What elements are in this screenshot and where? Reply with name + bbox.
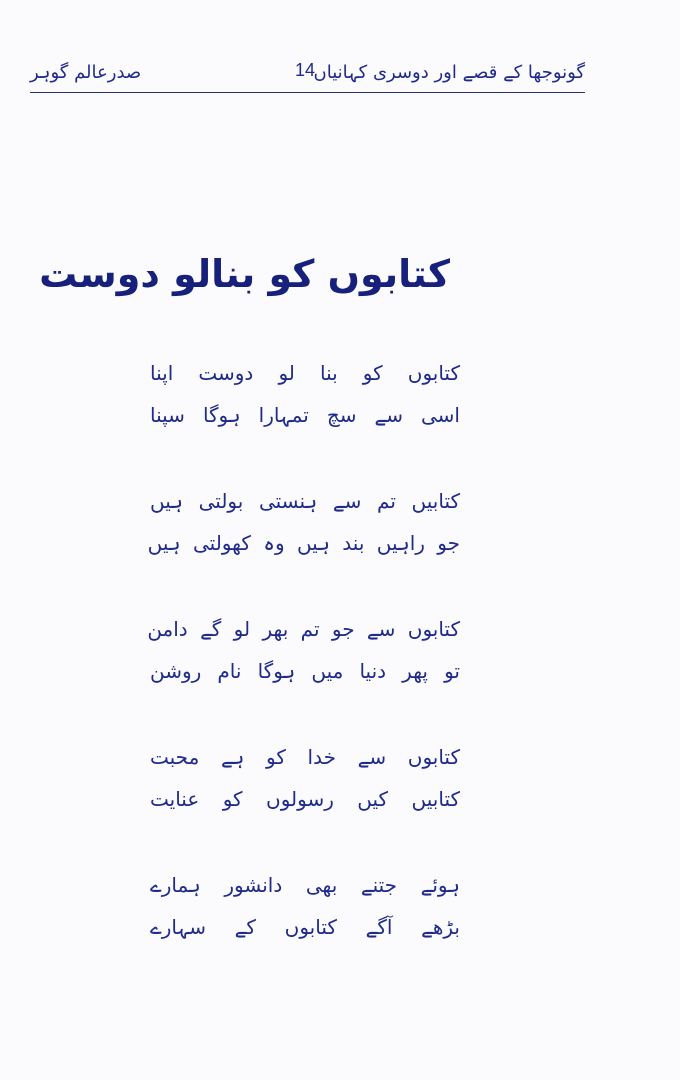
verse-line: اسی سے سچ تمہارا ہوگا سپنا bbox=[150, 403, 460, 427]
stanza bbox=[150, 864, 460, 948]
verse-line: کتابوں سے جو تم بھر لو گے دامن bbox=[147, 617, 460, 641]
verse-line: بڑھے آگے کتابوں کے سہارے bbox=[150, 915, 460, 939]
stanza bbox=[150, 352, 460, 436]
stanza bbox=[147, 608, 460, 692]
verse-line: کتابیں تم سے ہنستی بولتی ہیں bbox=[150, 489, 460, 513]
verse-line: ہوئے جتنے بھی دانشور ہمارے bbox=[150, 873, 460, 897]
book-title: گونوجھا کے قصے اور دوسری کہانیاں bbox=[313, 62, 585, 83]
verse-line: کتابوں کو بنا لو دوست اپنا bbox=[150, 361, 460, 385]
verse-line: کتابیں کیں رسولوں کو عنایت bbox=[150, 787, 460, 811]
header-rule bbox=[30, 92, 585, 93]
author-name: صدرعالم گوہر bbox=[30, 62, 142, 83]
verse-line: جو راہیں بند ہیں وہ کھولتی ہیں bbox=[147, 531, 460, 555]
poem-title: کتابوں کو بنالو دوست bbox=[39, 252, 450, 296]
poem-body bbox=[147, 352, 460, 992]
stanza bbox=[147, 480, 460, 564]
running-header bbox=[30, 56, 585, 96]
stanza bbox=[150, 736, 460, 820]
verse-line: کتابوں سے خدا کو ہے محبت bbox=[150, 745, 460, 769]
verse-line: تو پھر دنیا میں ہوگا نام روشن bbox=[150, 659, 460, 683]
page-number: 14 bbox=[295, 60, 316, 80]
